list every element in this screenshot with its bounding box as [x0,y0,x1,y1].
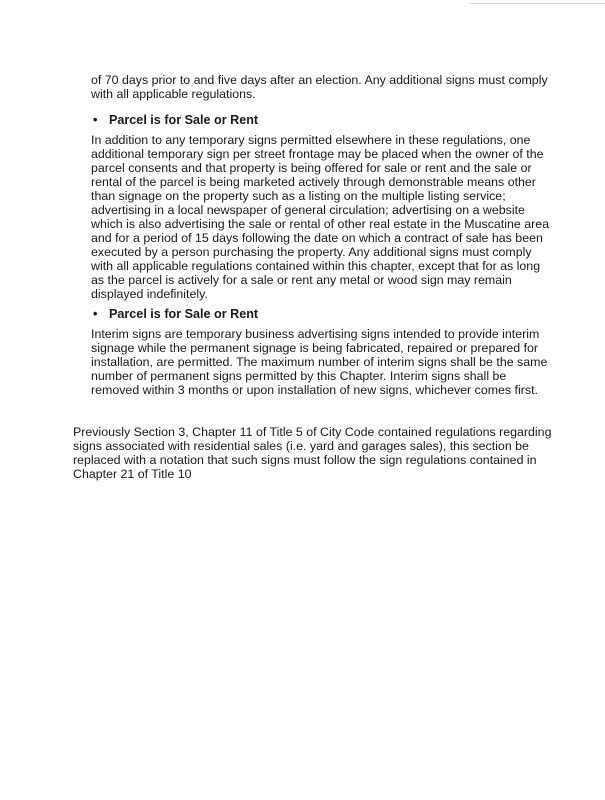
text-line: with all applicable regulations. [91,87,256,101]
text-line: and for a period of 15 days following the date on which a contract of sale has been [91,231,543,245]
text-line: displayed indefinitely. [91,287,208,301]
section1-paragraph [91,133,549,301]
text-line: than signage on the property such as a listing on the multiple listing service; [91,189,506,203]
text-line: as the parcel is actively for a sale or rent any metal or wood sign may remain [91,273,512,287]
text-line: with all applicable regulations contained within this chapter, except that for as long [91,259,541,273]
text-line: signage while the permanent signage is being fabricated, repaired or prepared for [91,341,539,355]
text-line: rental of the parcel is being marketed actively through demonstrable means other [91,175,536,189]
text-line: advertising in a local newspaper of general circulation; advertising on a website [91,203,525,217]
section2-paragraph [91,327,547,397]
text-line: Interim signs are temporary business advertising signs intended to provide interim [91,327,540,341]
section1-heading [93,113,258,127]
section1-heading-text: Parcel is for Sale or Rent [109,113,259,127]
text-line: replaced with a notation that such signs must follow the sign regulations contained in [73,453,537,467]
text-line: In addition to any temporary signs permitted elsewhere in these regulations, one [91,133,531,147]
text-line: executed by a person purchasing the property. Any additional signs must comply [91,245,532,259]
scan-artifact-line [470,3,605,4]
text-line: installation, are permitted. The maximum number of interim signs shall be the same [91,355,548,369]
text-line: Chapter 21 of Title 10 [73,467,192,481]
text-line: number of permanent signs permitted by this Chapter. Interim signs shall be [91,369,507,383]
closing-paragraph [73,425,551,481]
text-line: removed within 3 months or upon installation of new signs, whichever comes first. [91,383,538,397]
bullet-icon: • [93,307,98,321]
section2-heading-text: Parcel is for Sale or Rent [109,307,259,321]
text-line: of 70 days prior to and five days after an election. Any additional signs must comply [91,73,548,87]
text-line: parcel consents and that property is being offered for sale or rent and the sale or [91,161,532,175]
text-line: additional temporary sign per street frontage may be placed when the owner of the [91,147,544,161]
text-line: signs associated with residential sales (i.e. yard and garages sales), this section be [73,439,529,453]
intro-paragraph [91,73,548,101]
bullet-icon: • [93,113,98,127]
text-line: Previously Section 3, Chapter 11 of Title 5 of City Code contained regulations regarding [73,425,552,439]
section2-heading [93,307,258,321]
text-line: which is also advertising the sale or rental of other real estate in the Muscatine area [91,217,550,231]
